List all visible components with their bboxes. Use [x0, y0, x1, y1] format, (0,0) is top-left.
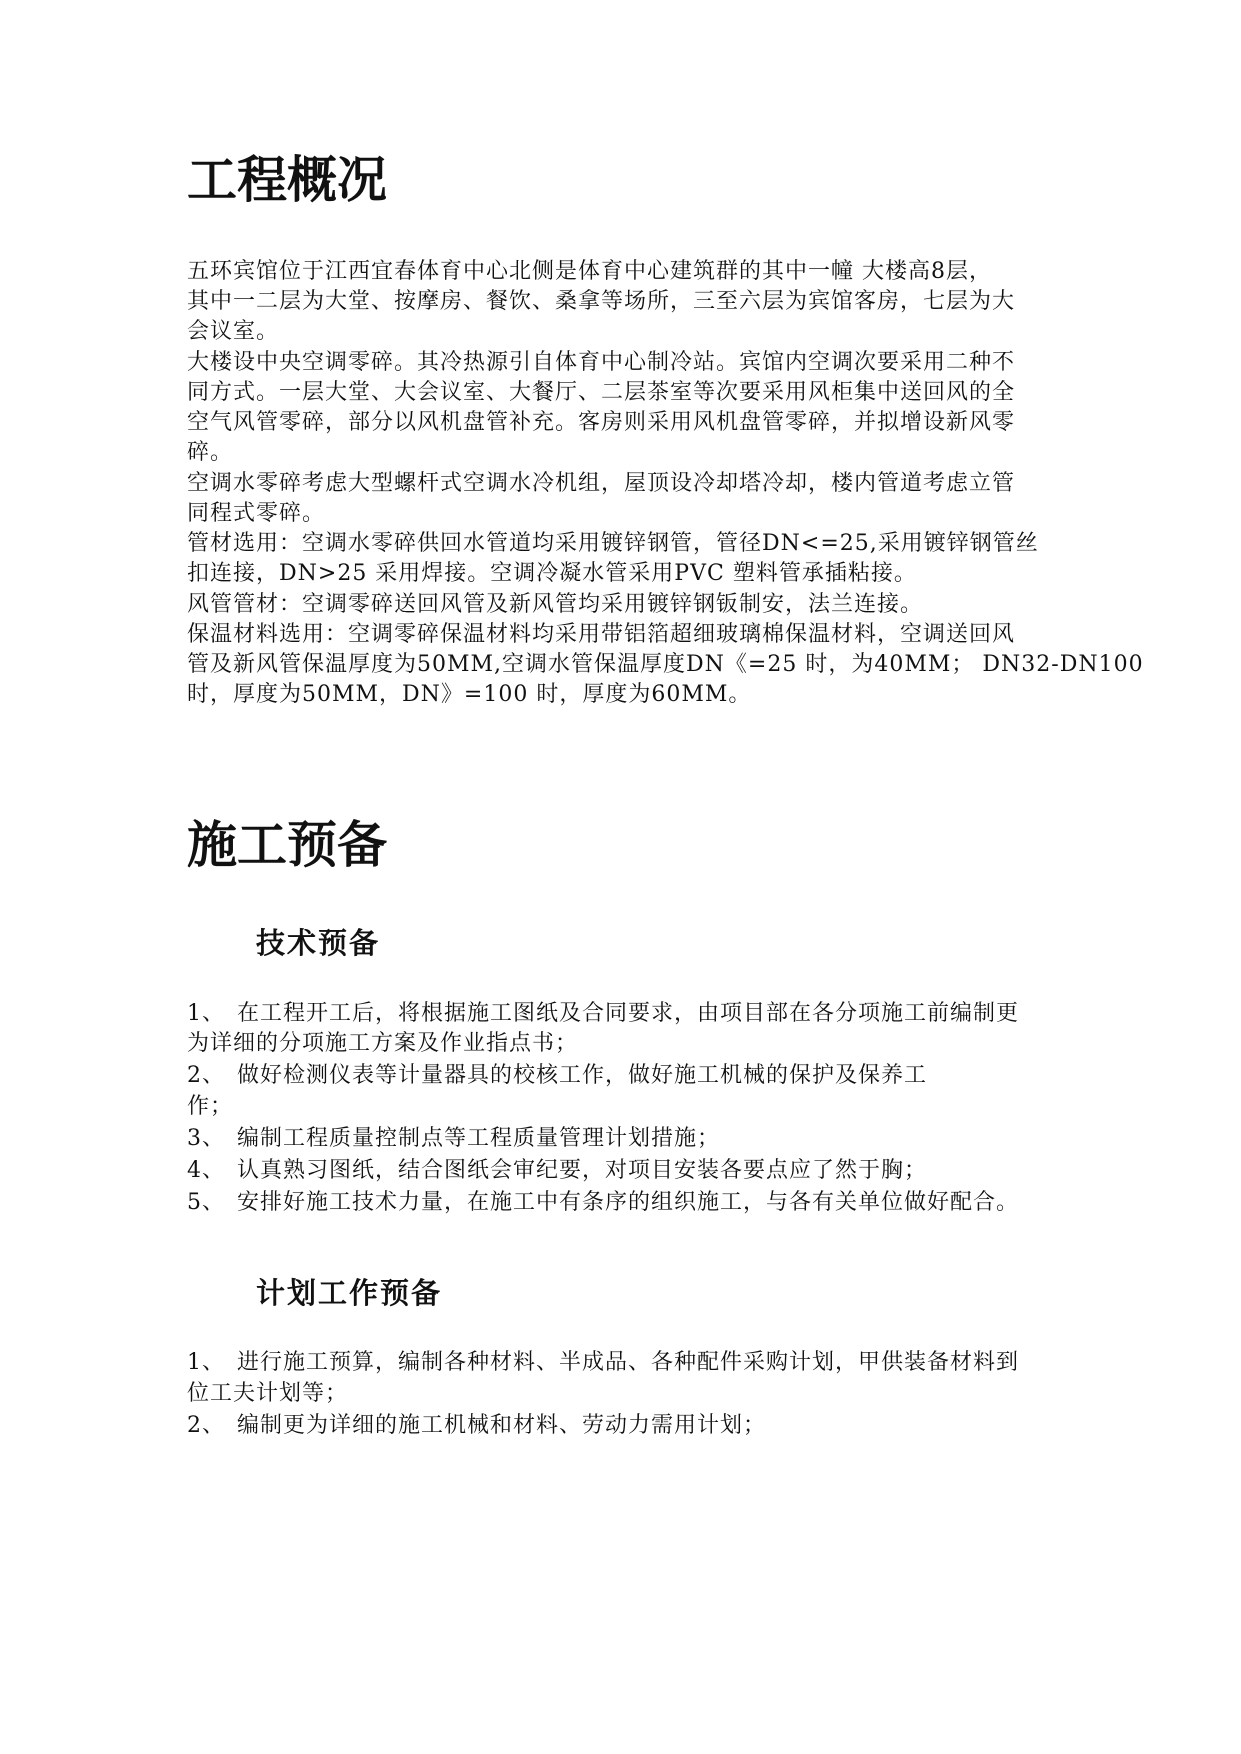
- subsection-title-planning: 计划工作预备: [256, 1276, 443, 1310]
- list-item: [187, 1155, 927, 1187]
- list-number: 1、: [187, 1350, 225, 1375]
- list-item: [187, 1060, 927, 1092]
- section-title-preparation: 施工预备: [187, 815, 387, 874]
- list-item: [187, 1123, 720, 1155]
- list-number: 2、: [187, 1063, 225, 1088]
- overview-line: 会议室。: [187, 319, 280, 344]
- list-item: [187, 1187, 1019, 1219]
- overview-line: 五环宾馆位于江西宜春体育中心北侧是体育中心建筑群的其中一幢 大楼高8层，: [187, 259, 992, 284]
- list-text: 位工夫计划等；: [187, 1381, 349, 1406]
- overview-line: 风管管材：空调零碎送回风管及新风管均采用镀锌钢钣制安，法兰连接。: [187, 592, 924, 617]
- subsection-title-technical: 技术预备: [256, 926, 381, 960]
- list-text: 做好检测仪表等计量器具的校核工作，做好施工机械的保护及保养工: [237, 1063, 928, 1088]
- overview-line: 其中一二层为大堂、按摩房、餐饮、桑拿等场所，三至六层为宾馆客房，七层为大: [187, 289, 1016, 314]
- list-text: 在工程开工后，将根据施工图纸及合同要求，由项目部在各分项施工前编制更: [237, 1001, 1020, 1026]
- list-text: 为详细的分项施工方案及作业指点书；: [187, 1031, 579, 1056]
- list-number: 1、: [187, 1001, 225, 1026]
- list-text: 安排好施工技术力量，在施工中有条序的组织施工，与各有关单位做好配合。: [237, 1190, 1020, 1215]
- list-number: 3、: [187, 1126, 225, 1151]
- list-item: [187, 1410, 766, 1442]
- list-text: 进行施工预算，编制各种材料、半成品、各种配件采购计划，甲供装备材料到: [237, 1350, 1020, 1375]
- overview-line: 空调水零碎考虑大型螺杆式空调水冷机组，屋顶设冷却塔冷却，楼内管道考虑立管: [187, 471, 1016, 496]
- overview-line: 大楼设中央空调零碎。其冷热源引自体育中心制冷站。宾馆内空调次要采用二种不: [187, 350, 1016, 375]
- overview-line: 保温材料选用：空调零碎保温材料均采用带铝箔超细玻璃棉保温材料，空调送回风: [187, 622, 1016, 647]
- overview-line: 时，厚度为50MM，DN》=100 时，厚度为60MM。: [187, 682, 752, 707]
- list-text: 编制工程质量控制点等工程质量管理计划措施；: [237, 1126, 721, 1151]
- list-text: 作；: [187, 1094, 234, 1119]
- list-number: 5、: [187, 1190, 225, 1215]
- overview-line: 同方式。一层大堂、大会议室、大餐厅、二层茶室等次要采用风柜集中送回风的全: [187, 380, 1016, 405]
- overview-line: 碎。: [187, 440, 234, 465]
- list-item-continuation: [187, 1091, 233, 1123]
- list-item-continuation: [187, 1028, 578, 1060]
- section-title-overview: 工程概况: [187, 150, 387, 209]
- list-number: 2、: [187, 1413, 225, 1438]
- overview-line: 管及新风管保温厚度为50MM,空调水管保温厚度DN《=25 时，为40MM； DN32-DN100: [187, 652, 1144, 677]
- list-number: 4、: [187, 1158, 225, 1183]
- overview-line: 同程式零碎。: [187, 501, 326, 526]
- list-text: 认真熟习图纸，结合图纸会审纪要，对项目安装各要点应了然于胸；: [237, 1158, 928, 1183]
- overview-line: 管材选用：空调水零碎供回水管道均采用镀锌钢管，管径DN<=25,采用镀锌钢管丝: [187, 531, 1039, 556]
- list-item: [187, 998, 1019, 1030]
- overview-line: 空气风管零碎，部分以风机盘管补充。客房则采用风机盘管零碎，并拟增设新风零: [187, 410, 1016, 435]
- list-item-continuation: [187, 1378, 348, 1410]
- overview-line: 扣连接，DN>25 采用焊接。空调冷凝水管采用PVC 塑料管承插粘接。: [187, 561, 917, 586]
- list-text: 编制更为详细的施工机械和材料、劳动力需用计划；: [237, 1413, 767, 1438]
- list-item: [187, 1347, 1019, 1379]
